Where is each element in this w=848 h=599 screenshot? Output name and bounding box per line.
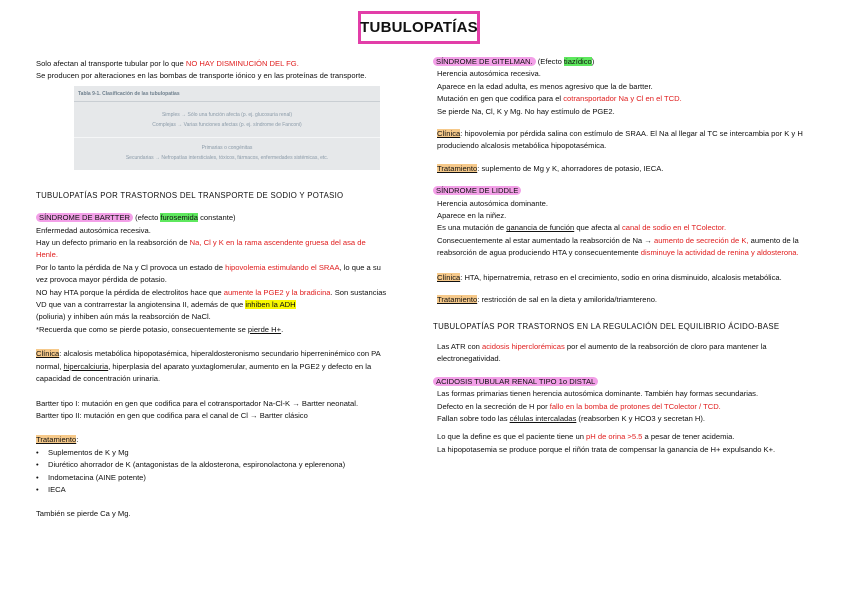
section-heading-acido-base: TUBULOPATÍAS POR TRASTORNOS EN LA REGULACIÓN DEL EQUILIBRIO ÁCIDO-BASE <box>433 321 780 331</box>
list-item: • Diurético ahorrador de K (antagonistas de la aldosterona, espironolactona y eplerenona) <box>48 459 388 471</box>
atr1-line: La hipopotasemia se produce porque el riñón trata de compensar la ganancia de H+ expulsando K+. <box>437 444 776 454</box>
liddle-treatment: Tratamiento: restricción de sal en la dieta y amilorida/triamtereno. <box>437 295 658 305</box>
bartter-heading: SÍNDROME DE BARTTER (efecto furosemida constante) <box>36 212 388 224</box>
atr1-line: Fallan sobre todo las células intercaladas (reabsorben K y HCO3 y secretan H). <box>437 413 706 423</box>
atr1-line: Las formas primarias tienen herencia autosómica dominante. También hay formas secundarias. <box>437 389 759 399</box>
treatment-list <box>36 447 388 497</box>
atr1-line: Lo que la define es que el paciente tiene un pH de orina >5.5 a pesar de tener acidemia. <box>437 432 735 442</box>
list-item: • Suplementos de K y Mg <box>48 447 388 459</box>
intro-text-2: Se producen por alteraciones en las bombas de transporte iónico y en las proteínas de transporte. <box>36 71 367 81</box>
gitelman-line: Aparece en la edad adulta, es menos agresivo que la de bartter. <box>437 81 653 91</box>
liddle-clinica: Clínica: HTA, hipernatremia, retraso en el crecimiento, sodio en orina disminuido, alcalosis metabólica. <box>437 272 782 282</box>
atr-intro: Las ATR con acidosis hiperclorémicas por el aumento de la reabsorción de cloro para mantener la electronegatividad. <box>437 341 767 364</box>
intro-text: Solo afectan al transporte tubular por lo que NO HAY DISMINUCIÓN DEL FG. <box>36 59 299 68</box>
bartter-line: Por lo tanto la pérdida de Na y Cl provoca un estado de hipovolemia estimulando el SRAA, lo que a su vez provoca mayor pérdida de potasio. <box>36 262 381 285</box>
left-column <box>36 58 388 521</box>
page-title: TUBULOPATÍAS <box>358 11 480 44</box>
classification-table-image: Tabla 9-1. Clasificación de las tubulopatías Simples → Sólo una función afecta (p. ej. glucosuria renal) Complejas → Varias funciones afectas (p. ej. síndrome de Fanconi) Primarias o congénitas Secundarias → Nefropatías intersticiales, tóxicos, fármacos, enfermedades sistémicas, etc. <box>74 86 380 170</box>
bartter-line: Enfermedad autosómica recesiva. <box>36 225 151 235</box>
list-item: • IECA <box>48 484 388 496</box>
liddle-heading: SÍNDROME DE LIDDLE <box>433 185 813 197</box>
liddle-line: Consecuentemente al estar aumentado la reabsorción de Na → aumento de secreción de K, aumento de la reabsorción de agua produciendo HTA y consecuentemente disminuye la actividad de renina y aldosterona. <box>437 235 799 258</box>
table-divider <box>74 137 380 138</box>
bartter-line: (poliuria) y inhiben aún más la reabsorción de NaCl. <box>36 312 211 322</box>
bartter-line: Hay un defecto primario en la reabsorción de Na, Cl y K en la rama ascendente gruesa del asa de Henle. <box>36 238 366 260</box>
bartter-treatment-heading: Tratamiento: <box>36 435 79 445</box>
section-heading-sodio-potasio: TUBULOPATÍAS POR TRASTORNOS DEL TRANSPORTE DE SODIO Y POTASIO <box>36 190 344 200</box>
bartter-type-2: Bartter tipo II: mutación en gen que codifica para el canal de Cl → Bartter clásico <box>36 410 308 420</box>
gitelman-clinica: Clínica: hipovolemia por pérdida salina con estímulo de SRAA. El Na al llegar al TC se intercambia por K y H produciendo alcalosis metabólica hipopotasémica. <box>437 129 803 151</box>
right-column <box>433 56 813 456</box>
bartter-note: *Recuerda que como se pierde potasio, consecuentemente se pierde H+. <box>36 324 284 334</box>
bartter-ending: También se pierde Ca y Mg. <box>36 509 131 519</box>
bartter-clinica: Clínica: alcalosis metabólica hipopotasémica, hiperaldosteronismo secundario hiperreninémico con PA normal, hipercalciuria, hiperplasia del aparato yuxtaglomerular, aumento en la PGE2 y defecto en la capacidad de concentración urinaria. <box>36 349 381 384</box>
bartter-type-1: Bartter tipo I: mutación en gen que codifica para el cotransportador Na-Cl-K → Bartter neonatal. <box>36 398 359 408</box>
bartter-line: NO hay HTA porque la pérdida de electrolitos hace que aumente la PGE2 y la bradicina. Son sustancias VD que van a contrarrestar la angiotensina II, además de que inhiben la ADH <box>36 287 387 310</box>
gitelman-line: Se pierde Na, Cl, K y Mg. No hay estímulo de PGE2. <box>437 106 615 116</box>
liddle-line: Aparece en la niñez. <box>437 211 507 221</box>
list-item: • Indometacina (AINE potente) <box>48 472 388 484</box>
gitelman-treatment: Tratamiento: suplemento de Mg y K, ahorradores de potasio, IECA. <box>437 163 664 173</box>
gitelman-line: Herencia autosómica recesiva. <box>437 69 541 79</box>
atr1-line: Defecto en la secreción de H por fallo en la bomba de protones del TColector / TCD. <box>437 401 721 411</box>
atr1-heading: ACIDOSIS TUBULAR RENAL TIPO 1o DISTAL <box>433 376 813 388</box>
table-divider <box>74 101 380 102</box>
liddle-line: Herencia autosómica dominante. <box>437 198 549 208</box>
liddle-line: Es una mutación de ganancia de función que afecta al canal de sodio en el TColector. <box>437 223 727 233</box>
gitelman-heading: SÍNDROME DE GITELMAN. (Efecto tiazídico) <box>433 56 813 68</box>
gitelman-line: Mutación en gen que codifica para el cotransportador Na y Cl en el TCD. <box>437 94 682 104</box>
